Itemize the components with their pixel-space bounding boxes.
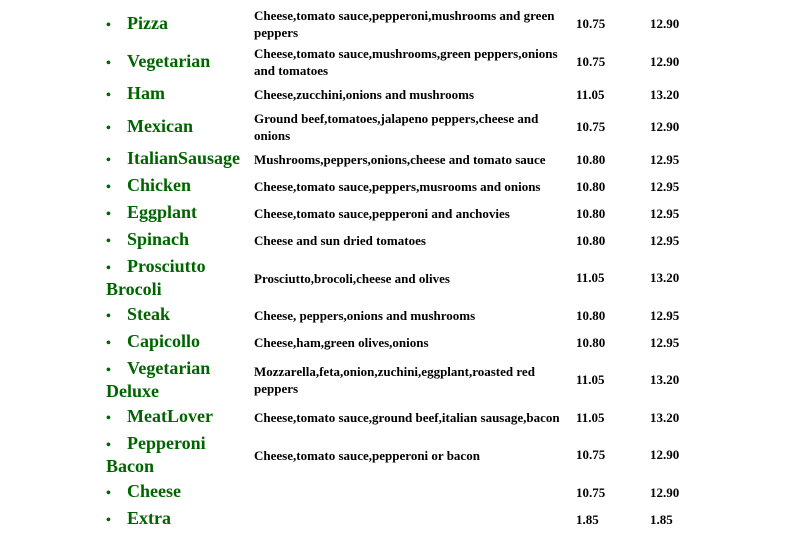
- item-name-cell: [105, 480, 251, 505]
- item-price-small: 10.80: [576, 307, 606, 323]
- item-price-small: 10.75: [576, 119, 606, 134]
- item-price-small: 10.75: [576, 54, 606, 69]
- item-name-cell: [105, 432, 251, 478]
- menu-row: [105, 480, 711, 505]
- item-price-small: 10.80: [576, 178, 606, 194]
- item-name: Ham: [127, 83, 165, 103]
- bullet-icon: •: [106, 363, 111, 378]
- item-price-large: 12.95: [650, 232, 680, 248]
- item-price-large: 12.90: [650, 119, 680, 134]
- item-name-cell: [105, 6, 251, 42]
- menu-row: [105, 228, 711, 253]
- item-name: Extra: [127, 508, 171, 528]
- item-price-large: 13.20: [650, 372, 680, 387]
- item-description: Cheese and sun dried tomatoes: [254, 233, 426, 248]
- item-price-large: 12.95: [650, 151, 680, 167]
- bullet-icon: •: [106, 88, 111, 103]
- bullet-icon: •: [106, 207, 111, 222]
- item-name-cell: [105, 303, 251, 328]
- menu-row: [105, 174, 711, 199]
- bullet-icon: •: [106, 411, 111, 426]
- item-name-cell: [105, 405, 251, 430]
- item-price-small: 1.85: [576, 511, 599, 527]
- pizza-menu-table: [103, 4, 713, 534]
- item-price-small: 11.05: [576, 86, 605, 102]
- menu-row: [105, 147, 711, 172]
- menu-row: [105, 330, 711, 355]
- item-price-small: 11.05: [576, 409, 605, 425]
- item-name: Prosciutto Brocoli: [106, 256, 206, 299]
- item-description: Cheese,tomato sauce,ground beef,italian sausage,bacon: [254, 410, 560, 425]
- item-price-small: 10.80: [576, 232, 606, 248]
- item-name-cell: [105, 201, 251, 226]
- item-name-cell: [105, 228, 251, 253]
- item-name: ItalianSausage: [127, 148, 241, 168]
- menu-row: [105, 405, 711, 430]
- item-description: Ground beef,tomatoes,jalapeno peppers,cheese and onions: [254, 111, 539, 143]
- item-price-large: 13.20: [650, 86, 680, 102]
- item-description: Cheese,tomato sauce,pepperoni,mushrooms and green peppers: [254, 8, 555, 40]
- item-name-cell: [105, 109, 251, 145]
- menu-row: [105, 109, 711, 145]
- item-price-large: 12.90: [650, 484, 680, 500]
- item-name: Vegetarian: [127, 50, 211, 71]
- menu-row: [105, 6, 711, 42]
- item-description: Cheese, peppers,onions and mushrooms: [254, 308, 476, 323]
- item-price-small: 11.05: [576, 372, 605, 387]
- item-description: [253, 507, 573, 532]
- item-description: Cheese,tomato sauce,mushrooms,green peppers,onions and tomatoes: [254, 46, 558, 78]
- bullet-icon: •: [106, 486, 111, 501]
- item-price-large: 12.90: [650, 447, 680, 462]
- bullet-icon: •: [106, 513, 111, 528]
- item-description: [253, 480, 573, 505]
- bullet-icon: •: [106, 17, 111, 33]
- menu-row: [105, 201, 711, 226]
- menu-row: [105, 44, 711, 80]
- item-name: Vegetarian Deluxe: [106, 358, 211, 401]
- menu-row: [105, 303, 711, 328]
- item-name-cell: [105, 44, 251, 80]
- bullet-icon: •: [106, 234, 111, 249]
- item-price-small: 10.75: [576, 484, 606, 500]
- item-price-small: 11.05: [576, 270, 605, 285]
- item-name: Cheese: [127, 481, 181, 501]
- item-description: Cheese,zucchini,onions and mushrooms: [254, 87, 475, 102]
- item-price-large: 12.90: [650, 54, 680, 69]
- item-price-large: 12.95: [650, 307, 680, 323]
- item-price-large: 1.85: [650, 511, 673, 527]
- bullet-icon: •: [106, 438, 111, 453]
- item-description: Mushrooms,peppers,onions,cheese and tomato sauce: [254, 152, 546, 167]
- item-price-large: 12.95: [650, 205, 680, 221]
- item-name-cell: [105, 82, 251, 107]
- item-price-large: 12.95: [650, 334, 680, 350]
- item-price-small: 10.80: [576, 205, 606, 221]
- item-price-small: 10.80: [576, 151, 606, 167]
- bullet-icon: •: [106, 55, 111, 71]
- item-name-cell: [105, 147, 251, 172]
- item-price-small: 10.75: [576, 16, 606, 31]
- item-description: Cheese,ham,green olives,onions: [254, 335, 429, 350]
- menu-body: [105, 6, 711, 532]
- item-name: Pepperoni Bacon: [106, 433, 206, 476]
- item-name: Steak: [127, 304, 171, 324]
- item-name-cell: [105, 330, 251, 355]
- item-price-small: 10.80: [576, 334, 606, 350]
- item-name: Mexican: [127, 115, 193, 136]
- item-description: Mozzarella,feta,onion,zuchini,eggplant,roasted red peppers: [254, 364, 535, 396]
- item-name-cell: [105, 255, 251, 301]
- item-name: Pizza: [127, 12, 168, 33]
- item-name-cell: [105, 357, 251, 403]
- item-description: Cheese,tomato sauce,pepperoni or bacon: [254, 447, 480, 463]
- bullet-icon: •: [106, 180, 111, 195]
- item-name: Eggplant: [127, 202, 198, 222]
- item-price-large: 12.90: [650, 16, 680, 31]
- item-name-cell: [105, 507, 251, 532]
- menu-row: [105, 432, 711, 478]
- bullet-icon: •: [106, 336, 111, 351]
- item-price-large: 13.20: [650, 270, 680, 285]
- bullet-icon: •: [106, 309, 111, 324]
- item-name-cell: [105, 174, 251, 199]
- item-price-large: 13.20: [650, 409, 680, 425]
- item-description: Prosciutto,brocoli,cheese and olives: [254, 270, 450, 286]
- menu-row: [105, 82, 711, 107]
- item-description: Cheese,tomato sauce,peppers,musrooms and onions: [254, 179, 541, 194]
- item-name: Spinach: [127, 229, 190, 249]
- bullet-icon: •: [106, 120, 111, 136]
- item-description: Cheese,tomato sauce,pepperoni and anchovies: [254, 206, 510, 221]
- item-price-large: 12.95: [650, 178, 680, 194]
- menu-row: [105, 255, 711, 301]
- bullet-icon: •: [106, 153, 111, 168]
- item-name: Capicollo: [127, 331, 201, 351]
- menu-row: [105, 507, 711, 532]
- item-price-small: 10.75: [576, 447, 606, 462]
- bullet-icon: •: [106, 261, 111, 276]
- menu-row: [105, 357, 711, 403]
- item-name: Chicken: [127, 175, 192, 195]
- item-name: MeatLover: [127, 406, 213, 426]
